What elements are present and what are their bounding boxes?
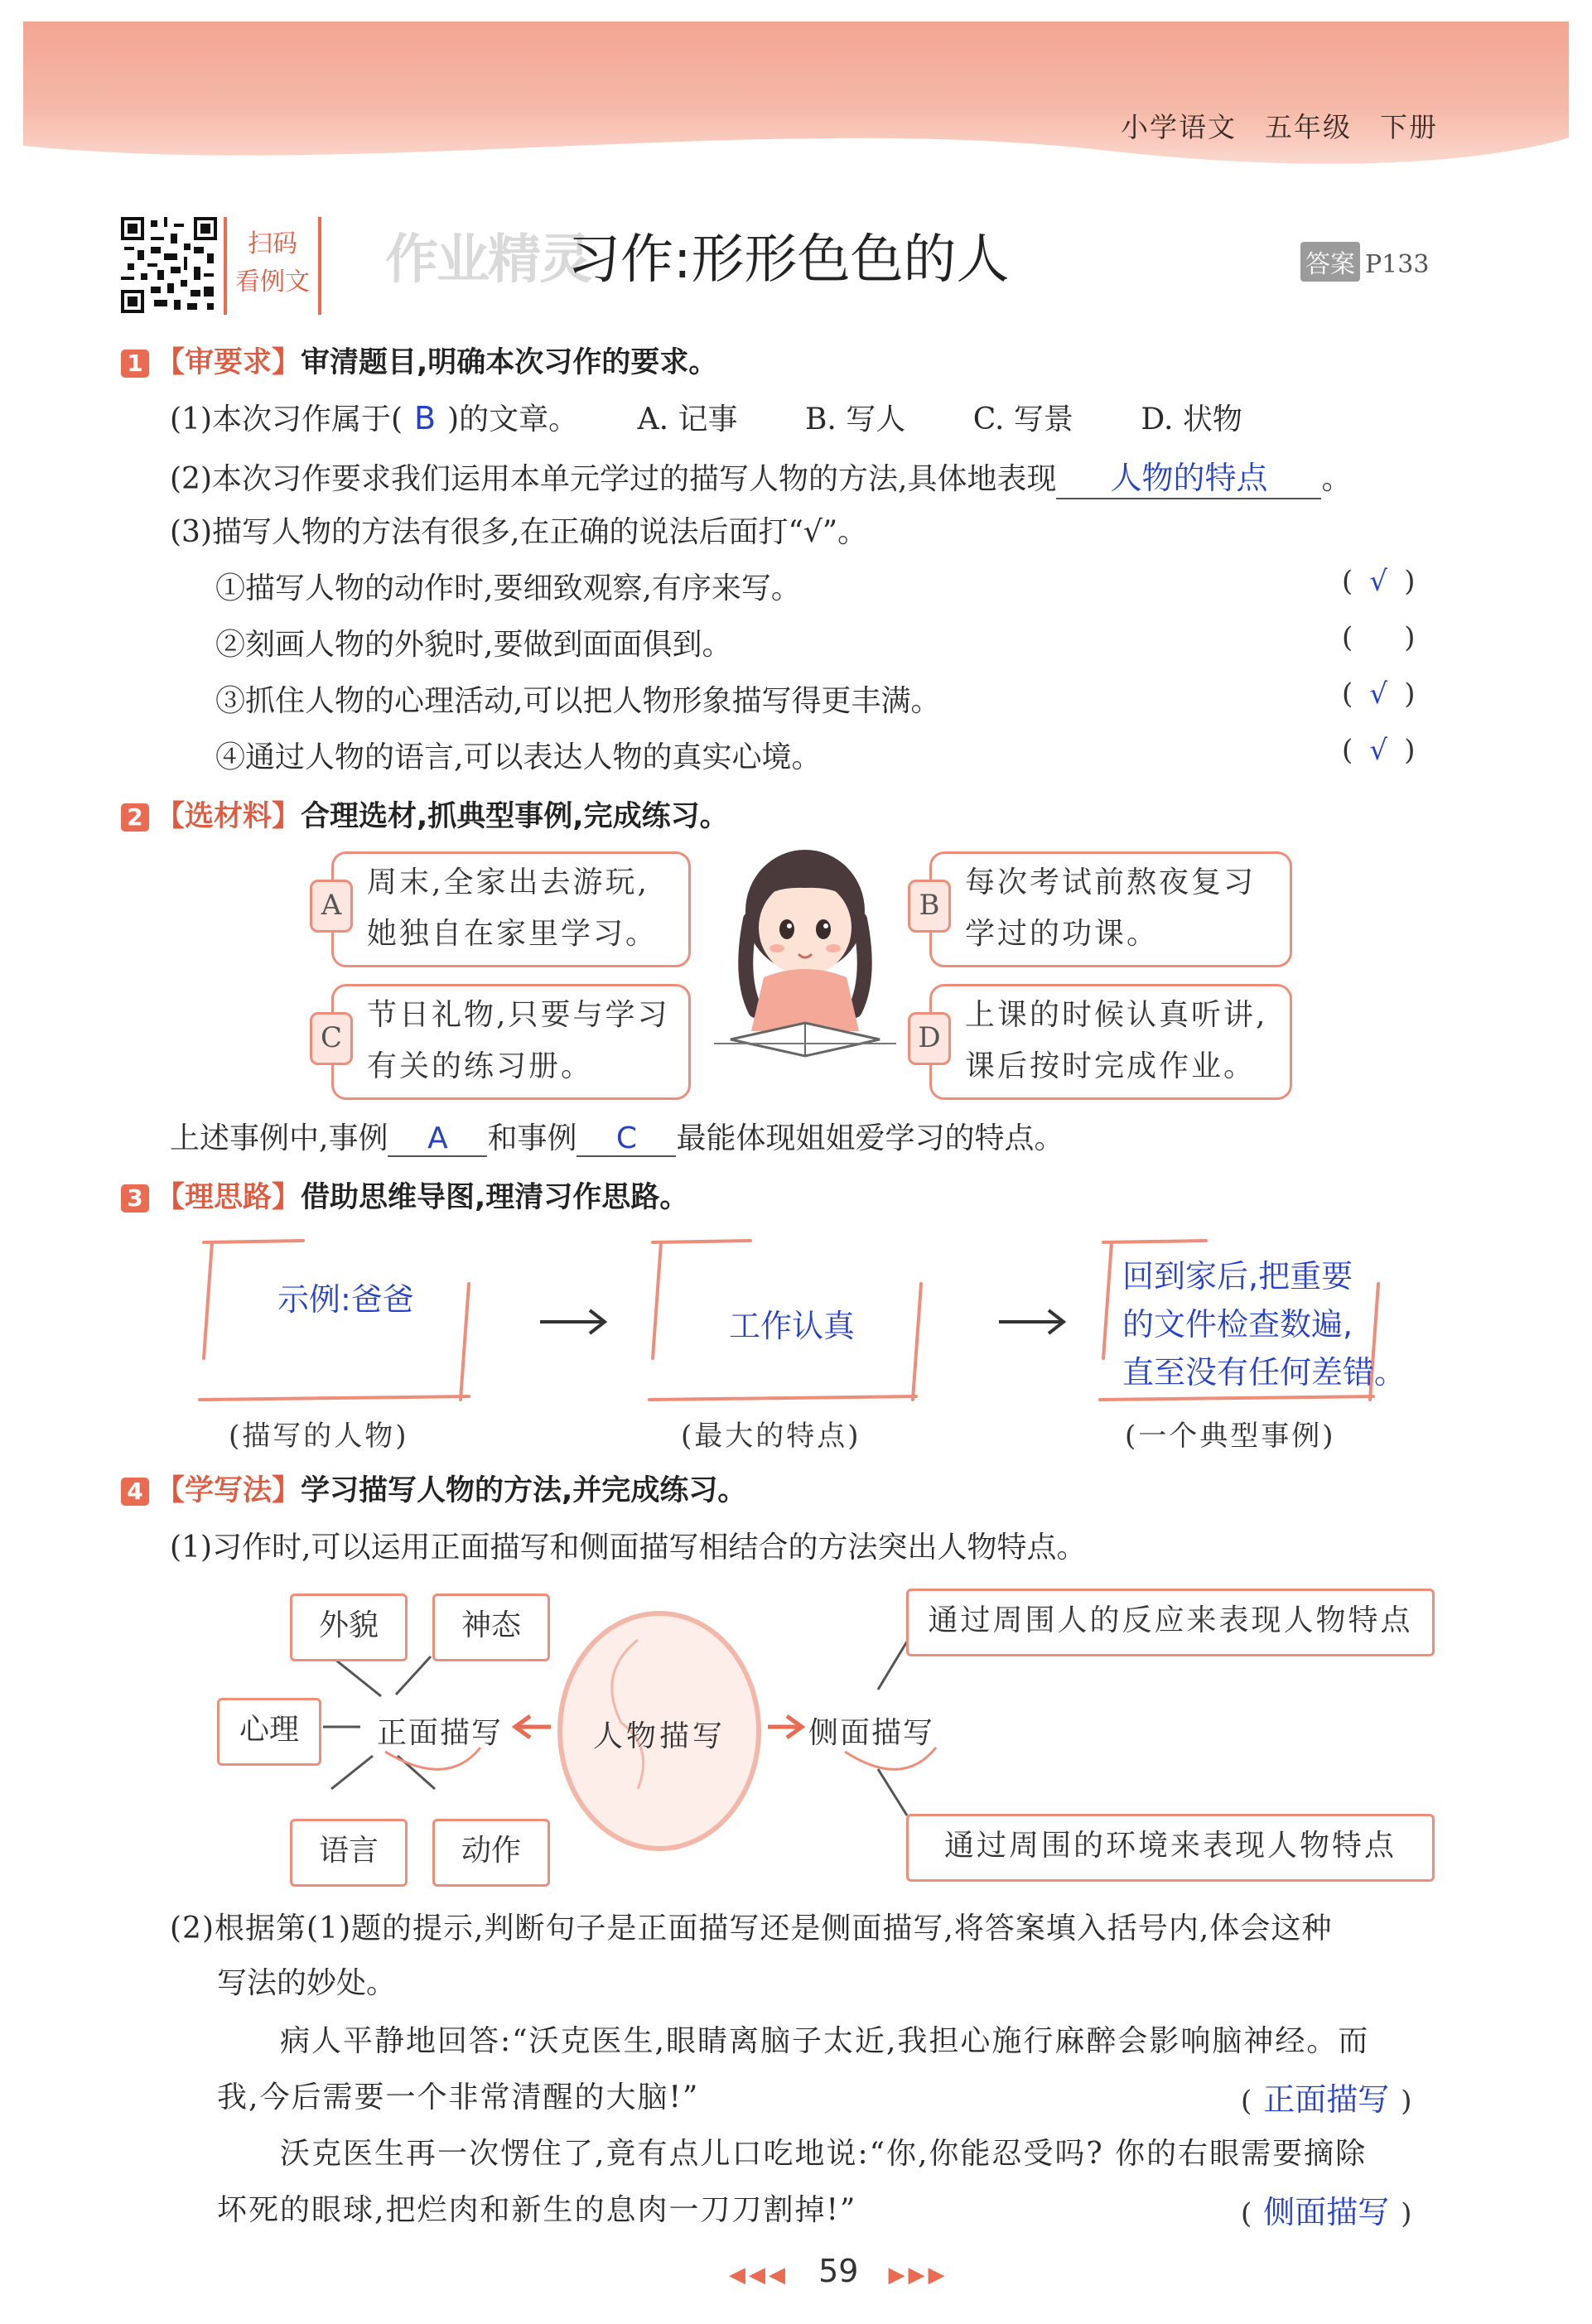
- s1-q3-paren: ( √ ): [1342, 734, 1416, 767]
- option-a-line2: 她独自在家里学习。: [367, 917, 659, 951]
- option-a-line1: 周末,全家出去游玩,: [367, 865, 649, 899]
- s1-q3: (3)描写人物的方法有很多,在正确的说法后面打“√”。: [170, 515, 868, 549]
- page-number: 59: [818, 2253, 859, 2289]
- qr-code-icon: [121, 217, 217, 313]
- section3-text: 借助思维导图,理清习作思路。: [301, 1181, 689, 1214]
- section2-heading: [121, 793, 729, 835]
- check-mark: √: [1369, 677, 1388, 711]
- option-c-line2: 有关的练习册。: [367, 1049, 594, 1083]
- s1-q3-item: ②刻画人物的外貌时,要做到面面俱到。: [215, 628, 732, 662]
- option-box-b: [929, 851, 1292, 967]
- s1-q1-prefix: (1)本次习作属于(: [170, 403, 403, 436]
- s4-sentence2-line1: 沃克医生再一次愣住了,竟有点儿口吃地说:“你,你能忍受吗? 你的右眼需要摘除: [280, 2137, 1368, 2171]
- girl-illustration: [714, 837, 896, 1060]
- s2-answer1: A: [388, 1121, 487, 1157]
- s1-q3-item: ③抓住人物的心理活动,可以把人物形象描写得更丰满。: [215, 684, 941, 718]
- section1-tag: 【审要求】: [156, 346, 302, 379]
- s1-q3-paren: ( √ ): [1342, 565, 1416, 598]
- section1-text: 审清题目,明确本次习作的要求。: [301, 346, 718, 379]
- header-volume: 下册: [1380, 111, 1438, 143]
- s1-q1-option-d: D. 状物: [1141, 403, 1242, 436]
- option-d-line2: 课后按时完成作业。: [965, 1049, 1257, 1083]
- s4-sentence1-paren: ( 正面描写 ): [1241, 2074, 1412, 2119]
- s1-q2-prefix: (2)本次习作要求我们运用本单元学过的描写人物的方法,具体地表现: [170, 462, 1057, 496]
- s1-q1-option-c: C. 写景: [972, 403, 1073, 436]
- thought-box2-caption: (最大的特点): [681, 1420, 861, 1453]
- check-mark: √: [1369, 734, 1388, 767]
- s4-sentence1-answer: 正面描写: [1263, 2081, 1390, 2118]
- section1-heading: [121, 340, 717, 381]
- thought-box3-line3: 直至没有任何差错。: [1122, 1354, 1406, 1391]
- s1-q3-item: ①描写人物的动作时,要细致观察,有序来写。: [215, 571, 801, 605]
- mindmap-item-expression: 神态: [432, 1594, 550, 1661]
- option-c-line1: 节日礼物,只要与学习: [367, 998, 670, 1032]
- answer-page: P133: [1365, 250, 1430, 279]
- thought-box2-content: 工作认真: [729, 1308, 856, 1344]
- s4-sentence2-line2: 坏死的眼球,把烂肉和新生的息肉一刀刀割掉!”: [217, 2193, 857, 2227]
- answer-badge: [1300, 242, 1429, 282]
- option-box-d: [929, 984, 1292, 1100]
- s4-sentence2-paren: ( 侧面描写 ): [1241, 2187, 1412, 2232]
- watermark: 作业精灵: [385, 229, 591, 291]
- prev-arrows-icon: ◀◀◀: [729, 2263, 789, 2288]
- thought-box3-caption: (一个典型事例): [1125, 1420, 1336, 1453]
- s1-q2-suffix: 。: [1321, 462, 1352, 496]
- section3-heading: [121, 1174, 688, 1216]
- mindmap-side-item-reaction: 通过周围人的反应来表现人物特点: [906, 1589, 1435, 1656]
- header-info: [1121, 106, 1438, 145]
- option-box-a: [331, 851, 691, 967]
- s1-q3-paren: ( ): [1342, 621, 1416, 654]
- section4-heading: [121, 1468, 746, 1509]
- thought-box3-line1: 回到家后,把重要: [1122, 1258, 1353, 1295]
- s1-q1-answer: B: [414, 400, 437, 436]
- section3-tag: 【理思路】: [156, 1181, 302, 1214]
- s2-answer-prefix: 上述事例中,事例: [170, 1121, 388, 1155]
- s1-q3-paren: ( √ ): [1342, 677, 1416, 711]
- mindmap-center: 人物描写: [593, 1719, 726, 1753]
- s1-q1-suffix: )的文章。: [447, 403, 579, 436]
- section4-text: 学习描写人物的方法,并完成练习。: [301, 1474, 747, 1507]
- s1-q1: [170, 396, 1242, 438]
- mindmap-front: 正面描写: [377, 1716, 504, 1750]
- header-subject: 小学语文: [1121, 111, 1237, 143]
- s2-answer2: C: [576, 1121, 676, 1157]
- mindmap-item-action: 动作: [432, 1819, 550, 1887]
- thought-box1-caption: (描写的人物): [229, 1420, 409, 1453]
- option-letter-b: B: [908, 880, 951, 933]
- header-grade: 五年级: [1265, 111, 1352, 143]
- s4-sentence1-line1: 病人平静地回答:“沃克医生,眼睛离脑子太近,我担心施行麻醉会影响脑神经。而: [280, 2024, 1370, 2058]
- thought-box1-content: 示例:爸爸: [277, 1281, 414, 1318]
- s4-q1: (1)习作时,可以运用正面描写和侧面描写相结合的方法突出人物特点。: [170, 1531, 1087, 1565]
- s1-q2-answer: 人物的特点: [1056, 452, 1321, 499]
- mindmap-side-item-environment: 通过周围的环境来表现人物特点: [906, 1814, 1435, 1882]
- option-b-line2: 学过的功课。: [965, 917, 1160, 951]
- mindmap-item-appearance: 外貌: [290, 1594, 408, 1661]
- option-letter-d: D: [908, 1012, 951, 1065]
- section1-number: 1: [121, 350, 149, 378]
- s1-q1-option-a: A. 记事: [637, 403, 738, 436]
- s1-q2: [170, 452, 1351, 499]
- mindmap-item-psychology: 心理: [217, 1698, 321, 1766]
- section4-number: 4: [121, 1478, 149, 1506]
- check-mark: √: [1369, 565, 1388, 598]
- answer-label: 答案: [1300, 242, 1360, 282]
- option-b-line1: 每次考试前熬夜复习: [965, 865, 1257, 899]
- page-footer: [729, 2253, 948, 2289]
- s2-answer-suffix: 最能体现姐姐爱学习的特点。: [676, 1121, 1064, 1155]
- s2-answer-mid: 和事例: [487, 1121, 577, 1155]
- thought-box3-content: [1122, 1252, 1406, 1396]
- scan-label-line1: 扫码: [248, 229, 297, 258]
- s4-q2-line1: (2)根据第(1)题的提示,判断句子是正面描写还是侧面描写,将答案填入括号内,体会这种: [170, 1912, 1333, 1946]
- s4-q2-line2: 写法的妙处。: [217, 1966, 397, 2000]
- qr-code[interactable]: [121, 217, 217, 313]
- thought-box3-line2: 的文件检查数遍,: [1122, 1306, 1353, 1343]
- option-d-line1: 上课的时候认真听讲,: [965, 998, 1268, 1032]
- s2-answer-line: [170, 1115, 1064, 1157]
- scan-label-line2: 看例文: [235, 268, 310, 297]
- next-arrows-icon: ▶▶▶: [888, 2263, 948, 2288]
- mindmap-item-language: 语言: [290, 1819, 408, 1887]
- section2-number: 2: [121, 803, 149, 832]
- mindmap-side: 侧面描写: [808, 1716, 935, 1750]
- section2-tag: 【选材料】: [156, 800, 302, 833]
- section4-tag: 【学写法】: [156, 1474, 302, 1507]
- section3-number: 3: [121, 1184, 149, 1213]
- section2-text: 合理选材,抓典型事例,完成练习。: [301, 800, 729, 833]
- scan-label: [224, 217, 321, 315]
- s1-q1-option-b: B. 写人: [804, 403, 906, 436]
- s1-q3-item: ④通过人物的语言,可以表达人物的真实心境。: [215, 740, 822, 774]
- page-title: 习作:形形色色的人: [567, 229, 1010, 291]
- option-letter-c: C: [310, 1012, 353, 1065]
- s4-sentence1-line2: 我,今后需要一个非常清醒的大脑!”: [217, 2081, 700, 2114]
- option-letter-a: A: [310, 880, 353, 933]
- option-box-c: [331, 984, 691, 1100]
- s4-sentence2-answer: 侧面描写: [1263, 2194, 1390, 2230]
